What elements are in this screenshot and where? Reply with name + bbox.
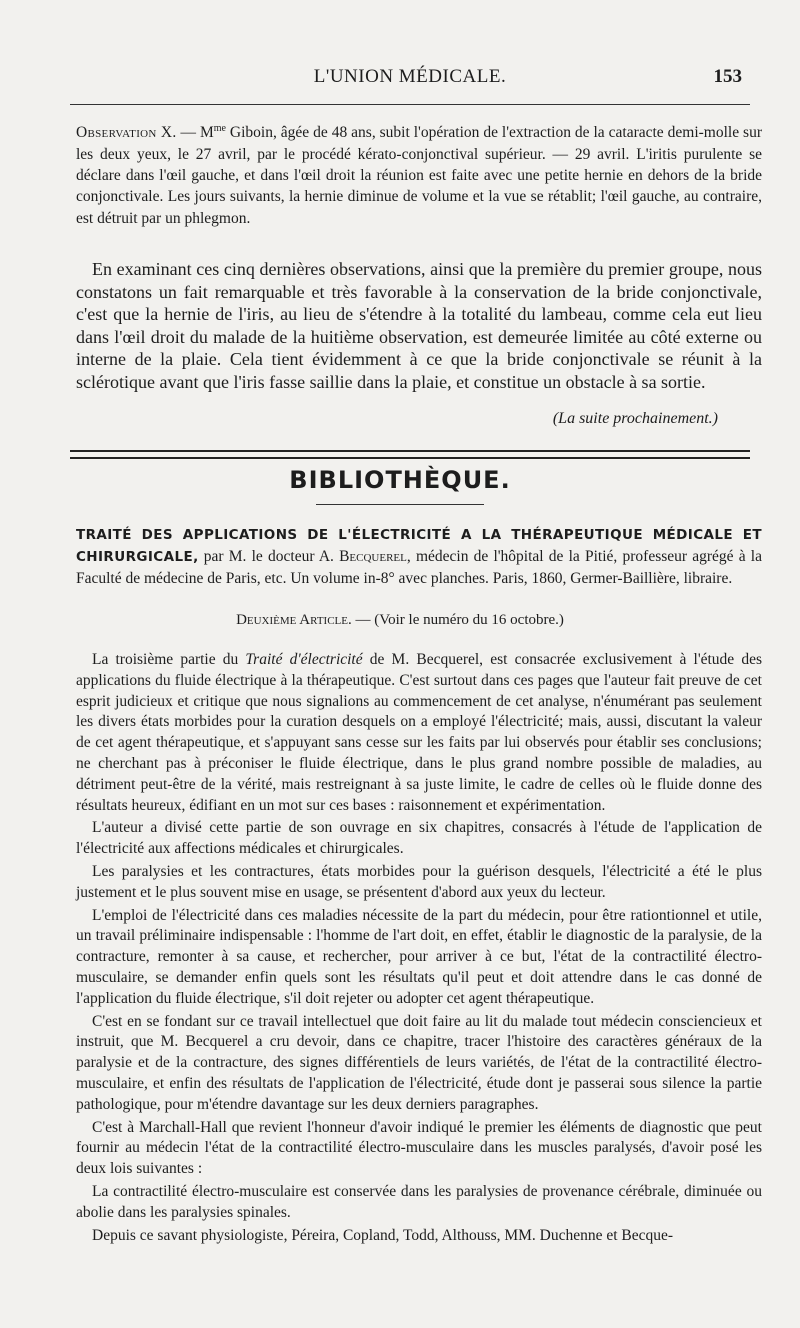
book-reference xyxy=(76,524,762,589)
observation-mme-sup: me xyxy=(213,123,226,134)
article-label: Deuxième Article. xyxy=(236,612,352,628)
section-title: BIBLIOTHÈQUE. xyxy=(289,466,511,494)
conclusion-text: En examinant ces cinq dernières observations, ainsi que la première du premier groupe, nous constatons un fait remarquable et très favorable à la conservation de la bride conjonctivale, c'est que la hernie de l'iris, au lieu de s'étendre à la totalité du lambeau, comme cela eut lieu dans l'œil droit du malade de la huitième observation, est demeurée limitée au côté externe ou interne de la plaie. Cela tient évidemment à ce que la bride conjonctivale se réunit à la sclérotique avant que l'iris fasse saillie dans la plaie, et constitue un obstacle à sa sortie. xyxy=(76,259,762,392)
article-text: — (Voir le numéro du 16 octobre.) xyxy=(351,612,564,628)
review-paragraph-6: C'est à Marchall-Hall que revient l'honneur d'avoir indiqué le premier les éléments de diagnostic que peut fournir au médecin l'état de la contractilité électro-musculaire dans les muscles paralysés, d'avoir posé les deux lois suivantes : xyxy=(76,1118,762,1178)
title-underline xyxy=(316,504,484,505)
article-reference xyxy=(0,612,800,629)
review-paragraph-1 xyxy=(76,650,762,816)
book-by: par M. le docteur A. xyxy=(198,548,340,565)
header-rule xyxy=(70,104,750,105)
observation-paragraph xyxy=(76,118,762,229)
page-header xyxy=(70,66,750,96)
page-number: 153 xyxy=(713,66,742,87)
review-body xyxy=(76,650,762,1246)
book-title: TRAITÉ DES APPLICATIONS DE L'ÉLECTRICITÉ A LA THÉRAPEUTIQUE MÉDICALE ET CHIRURGICALE, xyxy=(76,527,762,565)
section-double-rule xyxy=(70,450,750,459)
observation-text: Giboin, âgée de 48 ans, subit l'opération de l'extraction de la cataracte demi-molle sur les deux yeux, le 27 avril, par le procédé kérato-conjonctival supérieur. — 29 avril. L'iritis purulente se déclare dans l'œil gauche, et dans l'œil droit la réunion est faite avec une petite hernie en dehors de la bride conjonctivale. Les jours suivants, la hernie diminue de volume et la vue se rétablit; l'œil gauche, au contraire, est détruit par un phlegmon. xyxy=(76,124,762,227)
review-paragraph-3: Les paralysies et les contractures, états morbides pour la guérison desquels, l'électricité a été le plus justement et le plus souvent mise en usage, se présentent d'abord aux yeux du lecteur. xyxy=(76,862,762,901)
review-paragraph-7: La contractilité électro-musculaire est conservée dans les paralysies de provenance cérébrale, diminuée ou abolie dans les paralysies spinales. xyxy=(76,1182,762,1221)
review-paragraph-5: C'est en se fondant sur ce travail intellectuel que doit faire au lit du malade tout médecin consciencieux et instruit, que M. Becquerel a cru devoir, dans ce chapitre, tracer l'histoire des caractères généraux de la paralysie et de la contracture, des signes différentiels de leurs variétés, de l'état de la contractilité électro-musculaire, et enfin des résultats de l'application de l'électricité, étude dont je passerai sous silence la partie pathologique, pour m'étendre davantage sur les deux derniers paragraphes. xyxy=(76,1012,762,1113)
running-title: L'UNION MÉDICALE. xyxy=(313,66,507,87)
book-details: , médecin de l'hôpital de la Pitié, professeur agrégé à la Faculté de médecine de Paris, etc. Un volume in-8° avec planches. Paris, 1860, Germer-Baillière, libraire. xyxy=(76,548,762,587)
observation-label: Observation X. xyxy=(76,124,177,142)
observation-dash: — M xyxy=(176,124,214,142)
suite-note: (La suite prochainement.) xyxy=(552,410,718,427)
review-paragraph-2: L'auteur a divisé cette partie de son ouvrage en six chapitres, consacrés à l'étude de l'application de l'électricité aux affections médicales et chirurgicales. xyxy=(76,819,762,858)
review-paragraph-8: Depuis ce savant physiologiste, Péreira, Copland, Todd, Althouss, MM. Duchenne et Becque- xyxy=(92,1226,674,1244)
review-p1-start: La troisième partie du xyxy=(92,651,246,668)
book-author: Becquerel xyxy=(339,548,407,565)
review-paragraph-4: L'emploi de l'électricité dans ces maladies nécessite de la part du médecin, pour être rationtionnel et utile, un travail préliminaire indispensable : l'homme de l'art doit, en effet, établir le diagnostic de la paralysie, de la contracture, remonter à sa cause, et rechercher, pour arriver à ce but, l'état de la contractilité électro-musculaire, se demander enfin quels sont les résultats qu'il peut et doit attendre dans le cas donné de l'application du fluide électrique, s'il doit rejeter ou adopter cet agent thérapeutique. xyxy=(76,906,762,1007)
review-p1-rest: de M. Becquerel, est consacrée exclusivement à l'étude des applications du fluide électrique à la thérapeutique. C'est surtout dans ces pages que l'auteur fait preuve de cet esprit judicieux et critique que nous signalions au commencement de cet analyse, n'énumérant pas seulement les divers états morbides pour la curation desquels on a employé l'électricité; mais, aussi, discutant la valeur de cet agent thérapeutique, et s'appuyant sans cesse sur les faits par lui observés pour établir ses conclusions; ne cherchant pas à préconiser le fluide électrique, dans le plus grand nombre possible de maladies, au détriment peut-être de la vérité, mais restreignant à sa juste limite, le cadre de celles où le fluide donne des résultats heureux, édifiant en un mot sur ces bases : raisonnement et expérimentation. xyxy=(76,651,762,814)
review-p1-italic: Traité d'électricité xyxy=(245,651,363,668)
conclusion-paragraph xyxy=(76,258,762,394)
